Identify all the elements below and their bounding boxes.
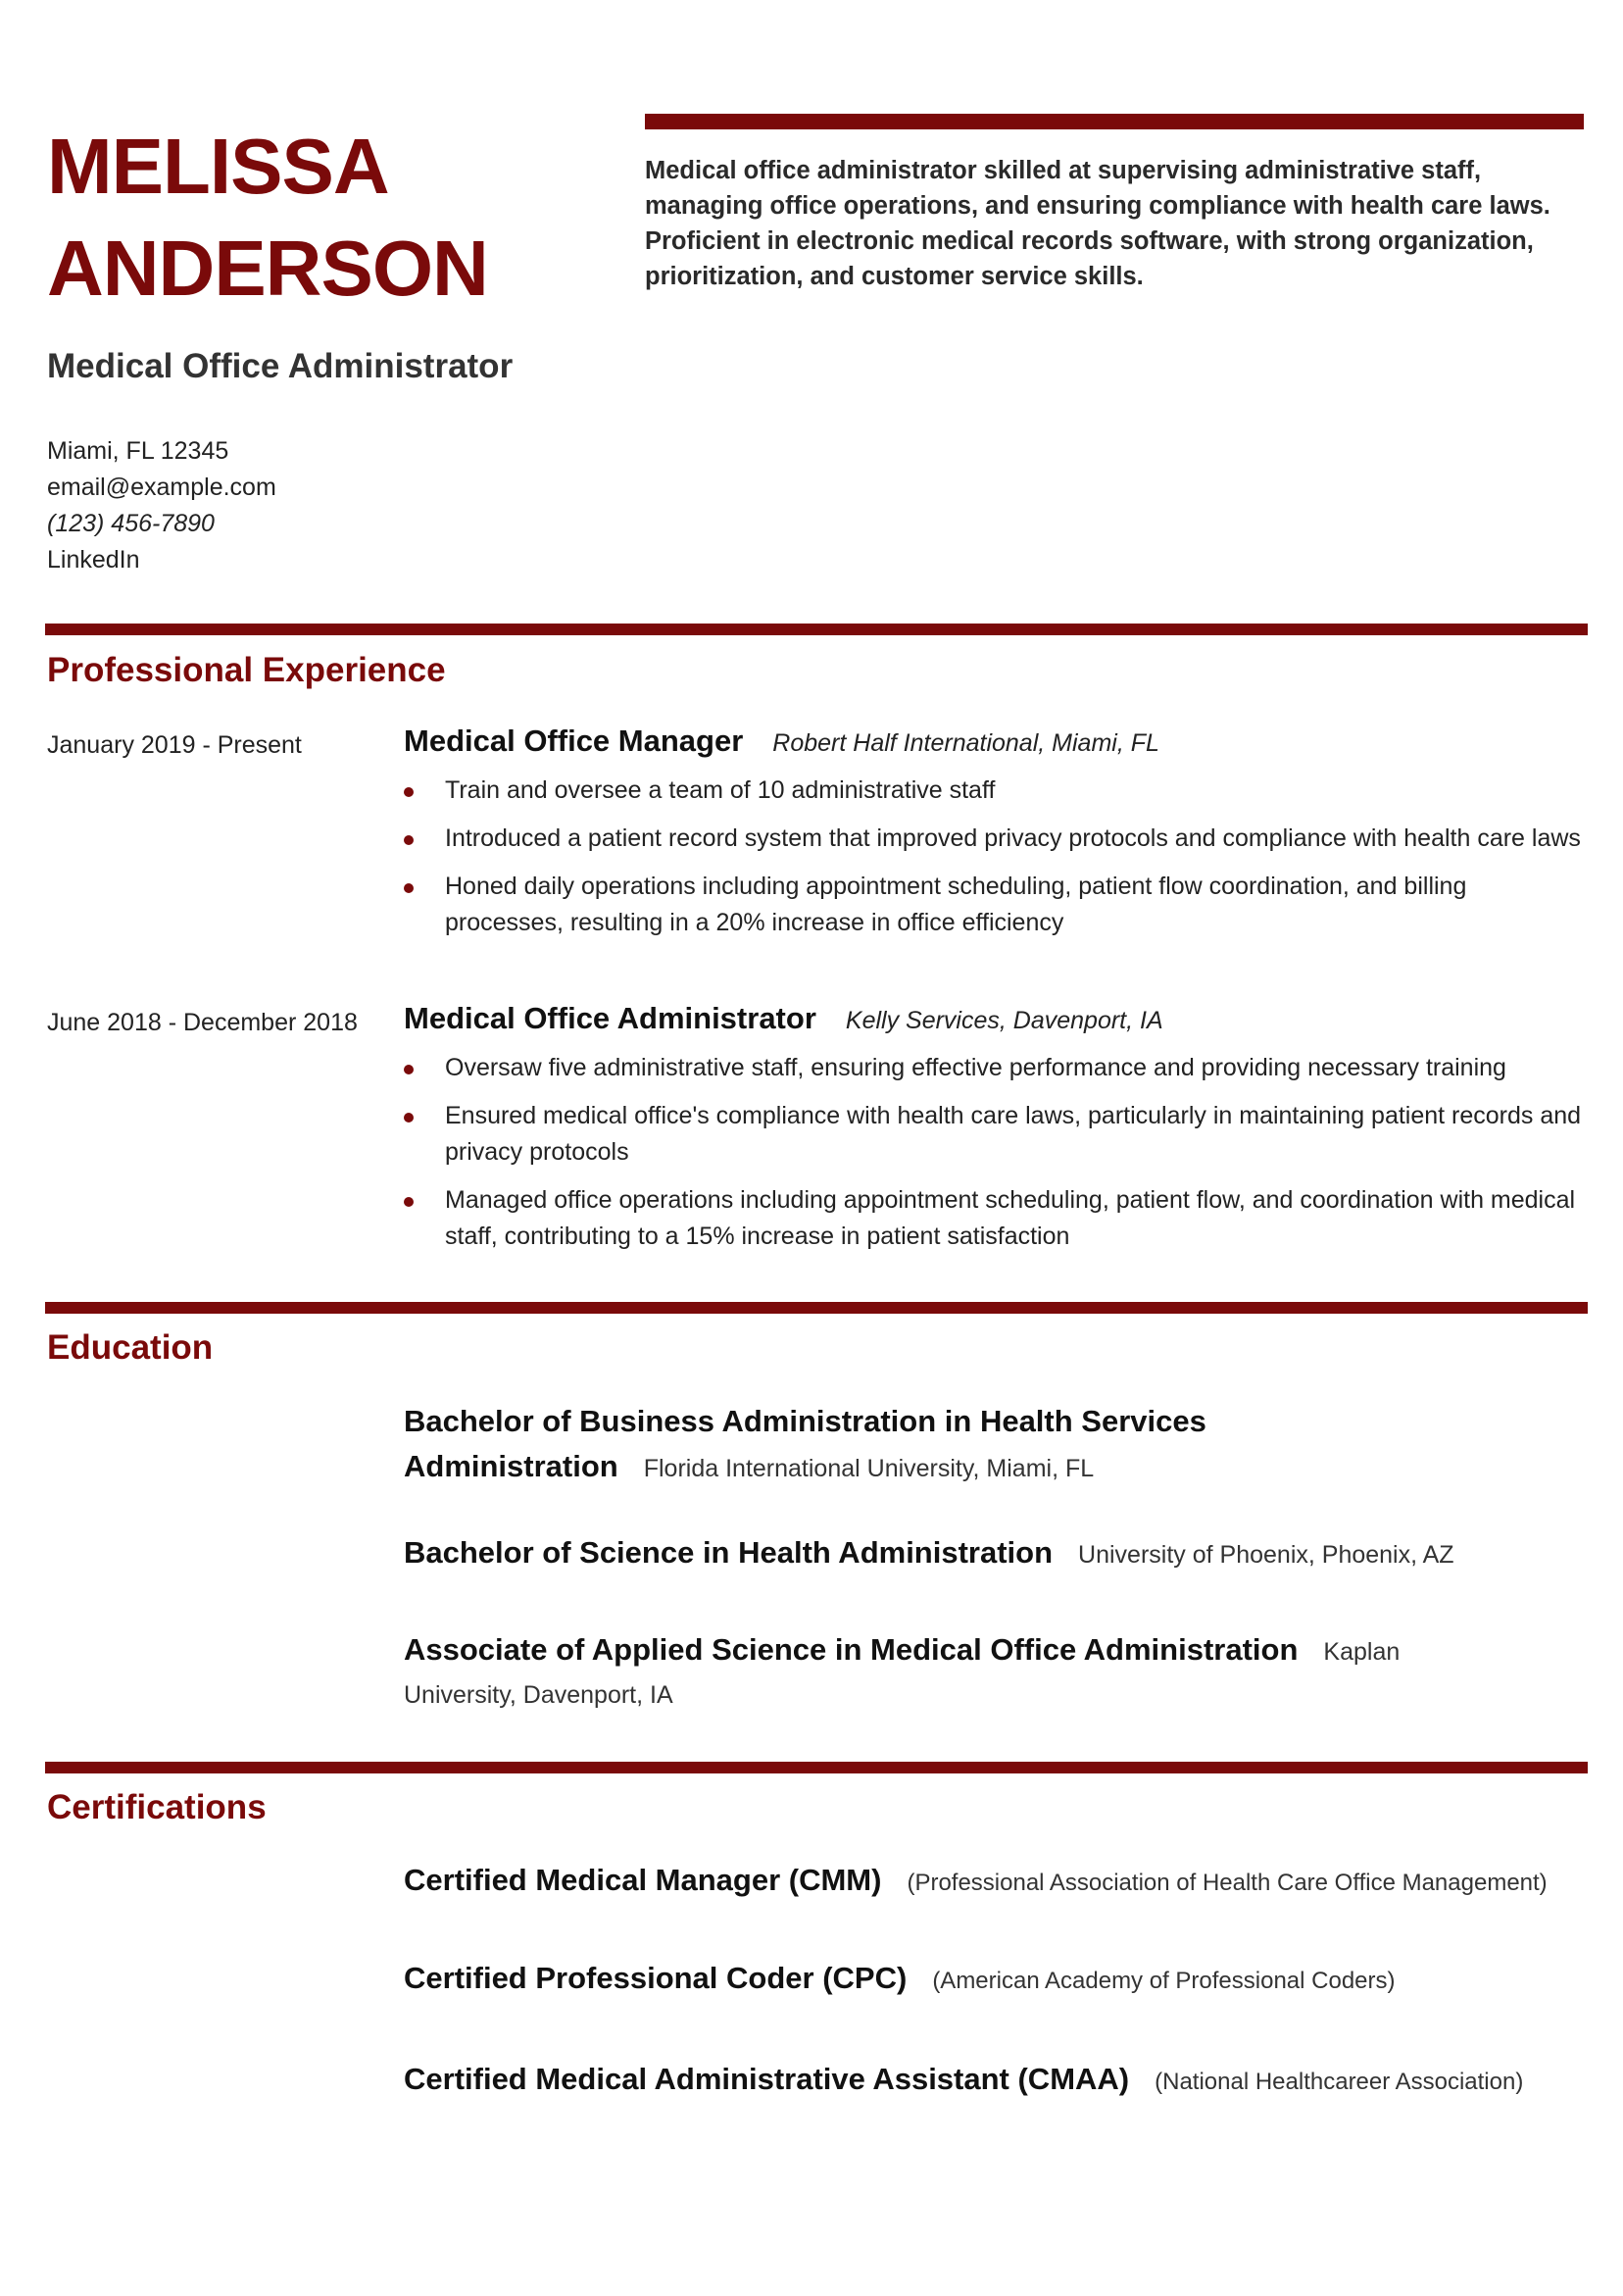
job-1-company: Robert Half International, Miami, FL [772, 729, 1159, 757]
certification-1-name: Certified Medical Manager (CMM) [404, 1863, 882, 1897]
education-2-degree: Bachelor of Science in Health Administration [404, 1535, 1054, 1570]
job-2-dates: June 2018 - December 2018 [47, 1009, 358, 1036]
bullet-icon [404, 1113, 414, 1123]
certification-item-1 [404, 1863, 1590, 1898]
job-2-bullets [404, 1050, 1590, 1255]
contact-address: Miami, FL 12345 [47, 437, 229, 465]
education-item-3 [404, 1630, 1482, 1719]
education-1-school: Florida International University, Miami, FL [643, 1455, 1095, 1482]
education-heading: Education [47, 1328, 214, 1367]
certifications-heading: Certifications [47, 1788, 267, 1826]
education-3-degree: Associate of Applied Science in Medical Office Administration [404, 1632, 1299, 1667]
summary-divider [645, 114, 1584, 129]
contact-email[interactable]: email@example.com [47, 474, 276, 501]
list-item: Honed daily operations including appointment scheduling, patient flow coordination, and billing processes, resulting in a 20% increase in office efficiency [404, 869, 1590, 941]
job-1-header [404, 724, 1590, 759]
bullet-icon [404, 787, 414, 797]
job-2-company: Kelly Services, Davenport, IA [845, 1007, 1163, 1034]
last-name: ANDERSON [47, 225, 488, 312]
bullet-icon [404, 1197, 414, 1207]
job-2 [404, 1001, 1590, 1267]
experience-divider [45, 624, 1588, 635]
education-item-1 [404, 1402, 1482, 1492]
job-1-dates: January 2019 - Present [47, 731, 302, 759]
certification-2-issuer: (American Academy of Professional Coders) [932, 1968, 1396, 1994]
job-1-bullets [404, 773, 1590, 941]
job-1 [404, 724, 1590, 953]
education-1-degree: Bachelor of Business Administration in Health Services Administration [404, 1404, 1206, 1483]
list-item: Oversaw five administrative staff, ensuring effective performance and providing necessary training [404, 1050, 1590, 1086]
contact-phone[interactable]: (123) 456-7890 [47, 510, 215, 537]
certification-2-name: Certified Professional Coder (CPC) [404, 1961, 908, 1995]
contact-linkedin[interactable]: LinkedIn [47, 546, 140, 574]
job-title: Medical Office Administrator [47, 347, 514, 385]
education-3-school: Kaplan University, Davenport, IA [404, 1638, 1401, 1709]
bullet-icon [404, 1065, 414, 1074]
header-summary-block [645, 114, 1584, 294]
education-divider [45, 1302, 1588, 1314]
education-item-2 [404, 1533, 1482, 1578]
summary-text: Medical office administrator skilled at supervising administrative staff, managing office operations, and ensuring compliance with health care laws. Proficient in electronic medical records software, with strong organization, prioritization, and customer service skills. [645, 157, 1550, 290]
certification-1-issuer: (Professional Association of Health Care Office Management) [907, 1870, 1548, 1896]
list-item: Managed office operations including appointment scheduling, patient flow, and coordination with medical staff, contributing to a 15% increase in patient satisfaction [404, 1182, 1590, 1255]
list-item: Introduced a patient record system that improved privacy protocols and compliance with health care laws [404, 821, 1590, 857]
job-2-role: Medical Office Administrator [404, 1001, 816, 1035]
job-2-header [404, 1001, 1590, 1036]
certification-3-issuer: (National Healthcareer Association) [1155, 2069, 1524, 2095]
bullet-icon [404, 835, 414, 845]
contact-info [47, 433, 596, 578]
certification-item-2 [404, 1961, 1590, 1996]
certifications-divider [45, 1762, 1588, 1773]
experience-heading: Professional Experience [47, 651, 446, 689]
candidate-name [47, 116, 596, 320]
certification-item-3 [404, 2062, 1590, 2097]
bullet-icon [404, 883, 414, 893]
job-1-role: Medical Office Manager [404, 724, 744, 758]
education-2-school: University of Phoenix, Phoenix, AZ [1078, 1541, 1454, 1569]
list-item: Train and oversee a team of 10 administrative staff [404, 773, 1590, 809]
list-item: Ensured medical office's compliance with health care laws, particularly in maintaining patient records and privacy protocols [404, 1098, 1590, 1171]
first-name: MELISSA [47, 123, 389, 210]
certification-3-name: Certified Medical Administrative Assistant (CMAA) [404, 2062, 1130, 2096]
header-identity [47, 116, 596, 578]
